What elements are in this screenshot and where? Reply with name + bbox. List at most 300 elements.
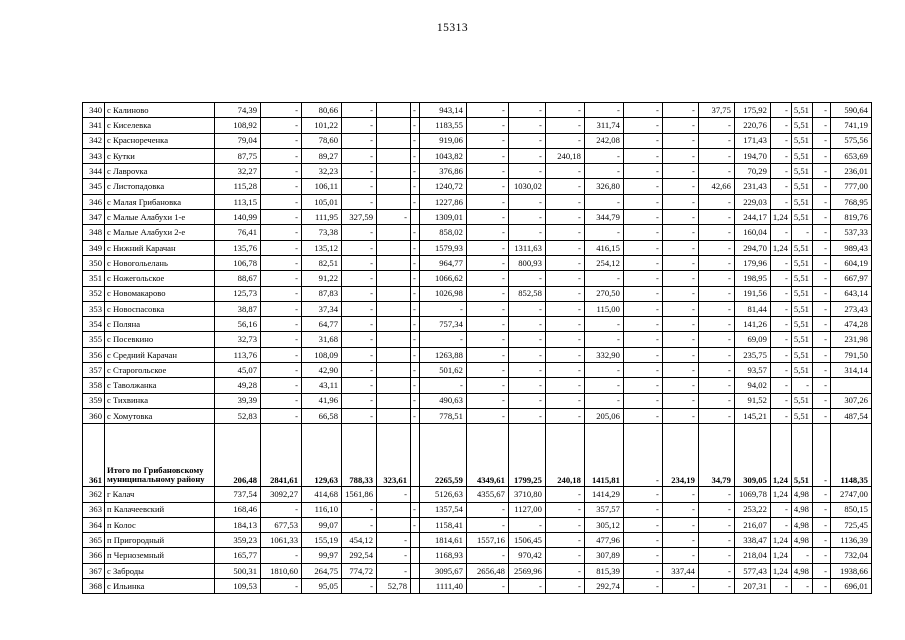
row-number: 358 xyxy=(83,378,105,393)
value-cell: - xyxy=(698,533,734,548)
value-cell: 41,96 xyxy=(302,393,342,408)
value-cell: 1309,01 xyxy=(419,210,466,225)
value-cell: 1263,88 xyxy=(419,347,466,362)
value-cell: 56,16 xyxy=(215,317,261,332)
value-cell: - xyxy=(411,286,420,301)
value-cell: - xyxy=(812,164,830,179)
value-cell: - xyxy=(261,286,302,301)
value-cell: 326,80 xyxy=(584,179,623,194)
value-cell: - xyxy=(662,255,698,270)
value-cell: - xyxy=(584,317,623,332)
value-cell: - xyxy=(508,393,545,408)
value-cell: - xyxy=(342,332,377,347)
value-cell: - xyxy=(770,378,791,393)
value-cell: 344,79 xyxy=(584,210,623,225)
settlement-name: с Киселевка xyxy=(105,118,215,133)
value-cell: 91,52 xyxy=(734,393,770,408)
value-cell: - xyxy=(466,347,508,362)
value-cell: - xyxy=(770,225,791,240)
value-cell: 757,34 xyxy=(419,317,466,332)
value-cell: - xyxy=(411,317,420,332)
value-cell: 236,01 xyxy=(830,164,871,179)
value-cell: - xyxy=(508,347,545,362)
settlement-name: с Краснореченка xyxy=(105,133,215,148)
value-cell: - xyxy=(466,408,508,423)
value-cell: 1158,41 xyxy=(419,517,466,532)
value-cell: 852,58 xyxy=(508,286,545,301)
value-cell: - xyxy=(508,579,545,594)
value-cell: - xyxy=(545,133,584,148)
value-cell: - xyxy=(662,533,698,548)
value-cell: - xyxy=(466,179,508,194)
value-cell: - xyxy=(508,363,545,378)
value-cell: 500,31 xyxy=(215,563,261,578)
row-number: 355 xyxy=(83,332,105,347)
row-number: 357 xyxy=(83,363,105,378)
row-number: 367 xyxy=(83,563,105,578)
settlement-name: с Заброды xyxy=(105,563,215,578)
value-cell: - xyxy=(770,408,791,423)
value-cell: 1938,66 xyxy=(830,563,871,578)
value-cell: - xyxy=(261,103,302,118)
value-cell: - xyxy=(545,240,584,255)
value-cell: 4,98 xyxy=(791,533,812,548)
value-cell: 207,31 xyxy=(734,579,770,594)
row-number: 364 xyxy=(83,517,105,532)
value-cell xyxy=(377,225,411,240)
settlement-name: с Новоспасовка xyxy=(105,301,215,316)
value-cell: 850,15 xyxy=(830,502,871,517)
value-cell: 244,17 xyxy=(734,210,770,225)
value-cell: - xyxy=(698,225,734,240)
value-cell: - xyxy=(466,194,508,209)
value-cell: 989,43 xyxy=(830,240,871,255)
value-cell: - xyxy=(623,271,662,286)
value-cell: - xyxy=(812,103,830,118)
value-cell: - xyxy=(411,255,420,270)
value-cell: - xyxy=(466,118,508,133)
value-cell: - xyxy=(623,533,662,548)
value-cell: - xyxy=(584,271,623,286)
value-cell xyxy=(377,301,411,316)
value-cell: - xyxy=(770,194,791,209)
table-row xyxy=(83,363,872,378)
value-cell: 1111,40 xyxy=(419,579,466,594)
value-cell: 5126,63 xyxy=(419,487,466,502)
value-cell: - xyxy=(466,240,508,255)
value-cell: 323,61 xyxy=(377,424,411,487)
row-number: 353 xyxy=(83,301,105,316)
value-cell: - xyxy=(812,502,830,517)
value-cell: 273,43 xyxy=(830,301,871,316)
value-cell: - xyxy=(770,332,791,347)
value-cell: 4355,67 xyxy=(466,487,508,502)
value-cell: - xyxy=(662,393,698,408)
value-cell: - xyxy=(261,579,302,594)
table-row xyxy=(83,517,872,532)
table-row xyxy=(83,210,872,225)
value-cell: - xyxy=(261,548,302,563)
value-cell: - xyxy=(411,164,420,179)
value-cell: 106,78 xyxy=(215,255,261,270)
row-number: 365 xyxy=(83,533,105,548)
value-cell xyxy=(377,286,411,301)
value-cell: - xyxy=(623,487,662,502)
value-cell: 5,51 xyxy=(791,424,812,487)
value-cell: 242,08 xyxy=(584,133,623,148)
value-cell: - xyxy=(508,148,545,163)
row-number: 359 xyxy=(83,393,105,408)
value-cell: - xyxy=(261,347,302,362)
row-number: 362 xyxy=(83,487,105,502)
value-cell: - xyxy=(261,133,302,148)
value-cell: - xyxy=(342,103,377,118)
value-cell: 815,39 xyxy=(584,563,623,578)
value-cell: - xyxy=(812,225,830,240)
row-number: 356 xyxy=(83,347,105,362)
table-row xyxy=(83,317,872,332)
table-row xyxy=(83,393,872,408)
value-cell: 5,51 xyxy=(791,271,812,286)
value-cell: - xyxy=(261,179,302,194)
value-cell: - xyxy=(342,118,377,133)
value-cell xyxy=(411,533,420,548)
value-cell: 66,58 xyxy=(302,408,342,423)
value-cell: - xyxy=(623,225,662,240)
value-cell: 165,77 xyxy=(215,548,261,563)
row-number: 351 xyxy=(83,271,105,286)
value-cell: 234,19 xyxy=(662,424,698,487)
value-cell: - xyxy=(545,118,584,133)
value-cell: 1148,35 xyxy=(830,424,871,487)
value-cell: 307,89 xyxy=(584,548,623,563)
value-cell: 337,44 xyxy=(662,563,698,578)
value-cell: - xyxy=(584,332,623,347)
value-cell: - xyxy=(411,240,420,255)
value-cell: - xyxy=(261,255,302,270)
value-cell: - xyxy=(770,118,791,133)
value-cell xyxy=(377,255,411,270)
value-cell: - xyxy=(698,363,734,378)
value-cell: - xyxy=(623,286,662,301)
value-cell: - xyxy=(261,210,302,225)
value-cell: - xyxy=(623,408,662,423)
value-cell: - xyxy=(508,332,545,347)
value-cell: 5,51 xyxy=(791,317,812,332)
table-row xyxy=(83,301,872,316)
value-cell: 115,28 xyxy=(215,179,261,194)
value-cell: 43,11 xyxy=(302,378,342,393)
value-cell: - xyxy=(342,255,377,270)
value-cell: - xyxy=(508,408,545,423)
settlement-name: с Новомакарово xyxy=(105,286,215,301)
value-cell: - xyxy=(545,363,584,378)
value-cell: - xyxy=(411,332,420,347)
value-cell: 414,68 xyxy=(302,487,342,502)
value-cell: - xyxy=(342,363,377,378)
value-cell: 45,07 xyxy=(215,363,261,378)
value-cell: - xyxy=(466,210,508,225)
value-cell: - xyxy=(623,103,662,118)
value-cell xyxy=(377,118,411,133)
value-cell: - xyxy=(545,210,584,225)
value-cell: 194,70 xyxy=(734,148,770,163)
value-cell: 788,33 xyxy=(342,424,377,487)
value-cell: - xyxy=(584,194,623,209)
value-cell: - xyxy=(466,317,508,332)
value-cell: - xyxy=(698,148,734,163)
value-cell: - xyxy=(662,378,698,393)
value-cell: 314,14 xyxy=(830,363,871,378)
value-cell: 2747,00 xyxy=(830,487,871,502)
row-number: 346 xyxy=(83,194,105,209)
value-cell: 87,83 xyxy=(302,286,342,301)
value-cell: 1043,82 xyxy=(419,148,466,163)
value-cell: 5,51 xyxy=(791,363,812,378)
value-cell: - xyxy=(584,225,623,240)
value-cell: - xyxy=(466,502,508,517)
value-cell: - xyxy=(698,579,734,594)
value-cell: 1066,62 xyxy=(419,271,466,286)
value-cell: 109,53 xyxy=(215,579,261,594)
row-number: 363 xyxy=(83,502,105,517)
table-row xyxy=(83,408,872,423)
value-cell: 171,43 xyxy=(734,133,770,148)
value-cell: 4,98 xyxy=(791,517,812,532)
value-cell: 42,90 xyxy=(302,363,342,378)
value-cell: 2265,59 xyxy=(419,424,466,487)
value-cell: - xyxy=(662,240,698,255)
value-cell: 307,26 xyxy=(830,393,871,408)
value-cell: - xyxy=(623,332,662,347)
value-cell: - xyxy=(261,240,302,255)
value-cell xyxy=(411,548,420,563)
table-row xyxy=(83,240,872,255)
table-row xyxy=(83,255,872,270)
table-row xyxy=(83,286,872,301)
value-cell: - xyxy=(261,332,302,347)
value-cell: - xyxy=(812,210,830,225)
value-cell: - xyxy=(545,179,584,194)
value-cell: - xyxy=(466,579,508,594)
value-cell xyxy=(377,148,411,163)
value-cell: - xyxy=(411,194,420,209)
value-cell: - xyxy=(411,517,420,532)
value-cell: - xyxy=(698,378,734,393)
value-cell: - xyxy=(411,133,420,148)
value-cell: - xyxy=(698,194,734,209)
value-cell: - xyxy=(662,179,698,194)
value-cell: - xyxy=(812,271,830,286)
value-cell: 229,03 xyxy=(734,194,770,209)
value-cell: - xyxy=(342,164,377,179)
value-cell: - xyxy=(545,255,584,270)
value-cell: 64,77 xyxy=(302,317,342,332)
value-cell xyxy=(377,408,411,423)
value-cell: 220,76 xyxy=(734,118,770,133)
value-cell: 101,22 xyxy=(302,118,342,133)
value-cell: - xyxy=(466,393,508,408)
value-cell xyxy=(377,393,411,408)
value-cell: - xyxy=(261,363,302,378)
value-cell: 359,23 xyxy=(215,533,261,548)
value-cell: - xyxy=(812,179,830,194)
value-cell: 205,06 xyxy=(584,408,623,423)
value-cell: 69,09 xyxy=(734,332,770,347)
value-cell: 235,75 xyxy=(734,347,770,362)
value-cell: 777,00 xyxy=(830,179,871,194)
value-cell: - xyxy=(508,225,545,240)
table-row xyxy=(83,332,872,347)
value-cell: - xyxy=(662,301,698,316)
value-cell: - xyxy=(770,271,791,286)
value-cell: - xyxy=(623,347,662,362)
value-cell: - xyxy=(623,164,662,179)
value-cell: 5,51 xyxy=(791,133,812,148)
value-cell: 34,79 xyxy=(698,424,734,487)
row-number: 352 xyxy=(83,286,105,301)
value-cell: - xyxy=(342,240,377,255)
value-cell: - xyxy=(411,347,420,362)
value-cell: - xyxy=(770,317,791,332)
value-cell: - xyxy=(466,548,508,563)
value-cell: 490,63 xyxy=(419,393,466,408)
value-cell: - xyxy=(662,164,698,179)
value-cell: 42,66 xyxy=(698,179,734,194)
value-cell: - xyxy=(545,332,584,347)
value-cell: 970,42 xyxy=(508,548,545,563)
value-cell: 79,04 xyxy=(215,133,261,148)
value-cell: - xyxy=(662,548,698,563)
value-cell: - xyxy=(623,579,662,594)
value-cell: - xyxy=(508,118,545,133)
value-cell: - xyxy=(698,210,734,225)
value-cell: - xyxy=(261,225,302,240)
value-cell: - xyxy=(584,378,623,393)
value-cell: 477,96 xyxy=(584,533,623,548)
value-cell: 5,51 xyxy=(791,286,812,301)
settlement-table xyxy=(82,102,872,594)
value-cell: 577,43 xyxy=(734,563,770,578)
value-cell: 1127,00 xyxy=(508,502,545,517)
settlement-name: с Кутки xyxy=(105,148,215,163)
settlement-name: с Новогольелань xyxy=(105,255,215,270)
value-cell: 667,97 xyxy=(830,271,871,286)
value-cell: 5,51 xyxy=(791,393,812,408)
value-cell: - xyxy=(662,579,698,594)
value-cell: 1579,93 xyxy=(419,240,466,255)
value-cell: 4,98 xyxy=(791,563,812,578)
value-cell: - xyxy=(411,378,420,393)
value-cell: - xyxy=(812,240,830,255)
value-cell: - xyxy=(466,103,508,118)
value-cell: 800,93 xyxy=(508,255,545,270)
value-cell: - xyxy=(812,563,830,578)
value-cell: 5,51 xyxy=(791,210,812,225)
value-cell: - xyxy=(698,164,734,179)
value-cell: 49,28 xyxy=(215,378,261,393)
value-cell xyxy=(411,579,420,594)
row-number: 354 xyxy=(83,317,105,332)
value-cell: - xyxy=(545,225,584,240)
value-cell: 5,51 xyxy=(791,194,812,209)
value-cell: - xyxy=(662,347,698,362)
value-cell: - xyxy=(698,408,734,423)
value-cell: 116,10 xyxy=(302,502,342,517)
value-cell: - xyxy=(342,502,377,517)
value-cell xyxy=(377,103,411,118)
value-cell: - xyxy=(508,103,545,118)
value-cell: 264,75 xyxy=(302,563,342,578)
row-number: 349 xyxy=(83,240,105,255)
value-cell: 52,83 xyxy=(215,408,261,423)
value-cell: - xyxy=(342,286,377,301)
value-cell: - xyxy=(377,487,411,502)
value-cell: 5,51 xyxy=(791,301,812,316)
value-cell: 677,53 xyxy=(261,517,302,532)
value-cell: - xyxy=(662,487,698,502)
value-cell: 311,74 xyxy=(584,118,623,133)
value-cell xyxy=(377,164,411,179)
value-cell: - xyxy=(545,194,584,209)
value-cell: - xyxy=(698,301,734,316)
value-cell: 184,13 xyxy=(215,517,261,532)
value-cell: 3092,27 xyxy=(261,487,302,502)
value-cell: 1030,02 xyxy=(508,179,545,194)
table-row xyxy=(83,548,872,563)
value-cell: - xyxy=(623,210,662,225)
value-cell: - xyxy=(698,548,734,563)
value-cell: - xyxy=(623,118,662,133)
value-cell: 37,75 xyxy=(698,103,734,118)
value-cell: 737,54 xyxy=(215,487,261,502)
value-cell: 1061,33 xyxy=(261,533,302,548)
value-cell: - xyxy=(662,194,698,209)
value-cell: - xyxy=(623,424,662,487)
value-cell: 88,67 xyxy=(215,271,261,286)
value-cell: - xyxy=(698,133,734,148)
table-row xyxy=(83,225,872,240)
value-cell: - xyxy=(770,363,791,378)
settlement-name: с Таволжанка xyxy=(105,378,215,393)
value-cell: 106,11 xyxy=(302,179,342,194)
value-cell: 1168,93 xyxy=(419,548,466,563)
value-cell: - xyxy=(770,286,791,301)
table-row xyxy=(83,502,872,517)
value-cell: 113,76 xyxy=(215,347,261,362)
value-cell: - xyxy=(812,487,830,502)
row-number: 347 xyxy=(83,210,105,225)
value-cell: - xyxy=(812,148,830,163)
value-cell: 115,00 xyxy=(584,301,623,316)
value-cell: 95,05 xyxy=(302,579,342,594)
value-cell: 87,75 xyxy=(215,148,261,163)
value-cell: 943,14 xyxy=(419,103,466,118)
value-cell: 32,23 xyxy=(302,164,342,179)
value-cell: - xyxy=(342,271,377,286)
value-cell: - xyxy=(623,179,662,194)
value-cell: 175,92 xyxy=(734,103,770,118)
value-cell: 416,15 xyxy=(584,240,623,255)
value-cell: 108,92 xyxy=(215,118,261,133)
value-cell: 1,24 xyxy=(770,563,791,578)
value-cell: 1,24 xyxy=(770,487,791,502)
value-cell: 4,98 xyxy=(791,502,812,517)
value-cell xyxy=(377,502,411,517)
value-cell: - xyxy=(770,393,791,408)
value-cell: - xyxy=(623,378,662,393)
value-cell: 99,97 xyxy=(302,548,342,563)
